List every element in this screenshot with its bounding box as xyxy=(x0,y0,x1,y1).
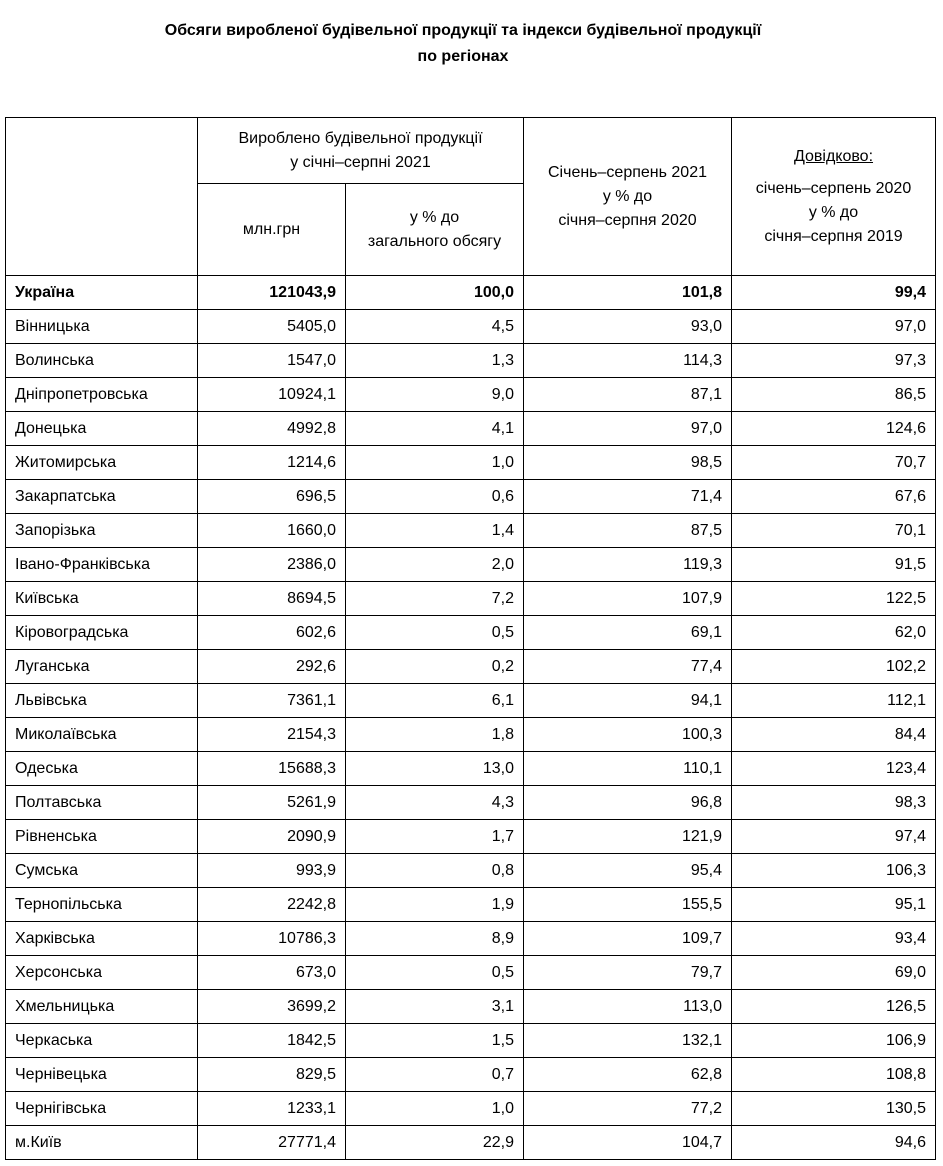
index-2020-cell: 70,1 xyxy=(732,514,936,548)
table-row xyxy=(6,990,936,1024)
index-2020-cell: 67,6 xyxy=(732,480,936,514)
table-row xyxy=(6,446,936,480)
header-index-line-3: січня–серпня 2020 xyxy=(558,211,697,229)
header-index-line-2: у % до xyxy=(602,187,653,205)
share-percent-cell: 0,5 xyxy=(346,956,524,990)
index-2020-cell: 102,2 xyxy=(732,650,936,684)
volume-mln-cell: 602,6 xyxy=(198,616,346,650)
table-row xyxy=(6,1024,936,1058)
share-percent-cell: 6,1 xyxy=(346,684,524,718)
region-cell: Тернопільська xyxy=(6,888,198,922)
table-row xyxy=(6,548,936,582)
header-mln xyxy=(198,184,346,276)
volume-mln-cell: 1660,0 xyxy=(198,514,346,548)
index-2020-cell: 91,5 xyxy=(732,548,936,582)
index-2020-cell: 122,5 xyxy=(732,582,936,616)
index-2021-cell: 132,1 xyxy=(524,1024,732,1058)
table-row xyxy=(6,650,936,684)
index-2021-cell: 79,7 xyxy=(524,956,732,990)
index-2021-cell: 94,1 xyxy=(524,684,732,718)
region-cell: Кіровоградська xyxy=(6,616,198,650)
index-2020-cell: 123,4 xyxy=(732,752,936,786)
index-2020-cell: 62,0 xyxy=(732,616,936,650)
table-row xyxy=(6,956,936,990)
region-cell: Одеська xyxy=(6,752,198,786)
share-percent-cell: 0,5 xyxy=(346,616,524,650)
volume-mln-cell: 696,5 xyxy=(198,480,346,514)
region-cell: Дніпропетровська xyxy=(6,378,198,412)
volume-mln-cell: 3699,2 xyxy=(198,990,346,1024)
volume-mln-cell: 2090,9 xyxy=(198,820,346,854)
index-2021-cell: 71,4 xyxy=(524,480,732,514)
index-2021-cell: 69,1 xyxy=(524,616,732,650)
index-2021-cell: 114,3 xyxy=(524,344,732,378)
table-row xyxy=(6,616,936,650)
region-cell: Чернівецька xyxy=(6,1058,198,1092)
region-cell: Івано-Франківська xyxy=(6,548,198,582)
index-2020-cell: 106,9 xyxy=(732,1024,936,1058)
volume-mln-cell: 673,0 xyxy=(198,956,346,990)
volume-mln-cell: 1214,6 xyxy=(198,446,346,480)
table-row-total xyxy=(6,276,936,310)
index-2020-cell: 99,4 xyxy=(732,276,936,310)
header-reference-line-1: січень–серпень 2020 xyxy=(755,179,912,197)
index-2021-cell: 97,0 xyxy=(524,412,732,446)
header-index-line-1: Січень–серпень 2021 xyxy=(548,163,707,181)
region-cell: Сумська xyxy=(6,854,198,888)
header-produced xyxy=(198,118,524,184)
share-percent-cell: 4,1 xyxy=(346,412,524,446)
index-2021-cell: 104,7 xyxy=(524,1126,732,1160)
index-2020-cell: 98,3 xyxy=(732,786,936,820)
share-percent-cell: 0,8 xyxy=(346,854,524,888)
region-cell: Київська xyxy=(6,582,198,616)
share-percent-cell: 2,0 xyxy=(346,548,524,582)
table-row xyxy=(6,480,936,514)
share-percent-cell: 13,0 xyxy=(346,752,524,786)
region-cell: Вінницька xyxy=(6,310,198,344)
header-reference-label: Довідково: xyxy=(793,147,874,165)
index-2021-cell: 93,0 xyxy=(524,310,732,344)
table-row xyxy=(6,854,936,888)
volume-mln-cell: 27771,4 xyxy=(198,1126,346,1160)
index-2020-cell: 86,5 xyxy=(732,378,936,412)
region-cell: Хмельницька xyxy=(6,990,198,1024)
index-2021-cell: 96,8 xyxy=(524,786,732,820)
region-cell: Житомирська xyxy=(6,446,198,480)
share-percent-cell: 1,7 xyxy=(346,820,524,854)
header-reference-line-3: січня–серпня 2019 xyxy=(764,227,903,245)
table-row xyxy=(6,310,936,344)
table-row xyxy=(6,820,936,854)
region-cell: Донецька xyxy=(6,412,198,446)
header-mln-label: млн.грн xyxy=(242,220,301,238)
index-2021-cell: 77,4 xyxy=(524,650,732,684)
volume-mln-cell: 15688,3 xyxy=(198,752,346,786)
title-line-1: Обсяги виробленої будівельної продукції та індекси будівельної продукції xyxy=(164,22,762,39)
index-2020-cell: 69,0 xyxy=(732,956,936,990)
index-2021-cell: 121,9 xyxy=(524,820,732,854)
index-2021-cell: 98,5 xyxy=(524,446,732,480)
region-cell: Запорізька xyxy=(6,514,198,548)
volume-mln-cell: 1233,1 xyxy=(198,1092,346,1126)
volume-mln-cell: 8694,5 xyxy=(198,582,346,616)
index-2021-cell: 87,1 xyxy=(524,378,732,412)
index-2021-cell: 101,8 xyxy=(524,276,732,310)
table-row xyxy=(6,412,936,446)
index-2020-cell: 84,4 xyxy=(732,718,936,752)
index-2020-cell: 97,3 xyxy=(732,344,936,378)
region-cell: Чернігівська xyxy=(6,1092,198,1126)
share-percent-cell: 1,9 xyxy=(346,888,524,922)
table-row xyxy=(6,1126,936,1160)
index-2020-cell: 108,8 xyxy=(732,1058,936,1092)
volume-mln-cell: 10924,1 xyxy=(198,378,346,412)
volume-mln-cell: 5261,9 xyxy=(198,786,346,820)
title-line-2: по регіонах xyxy=(417,48,509,65)
table-row xyxy=(6,582,936,616)
share-percent-cell: 4,3 xyxy=(346,786,524,820)
table-header xyxy=(6,118,936,276)
table-row xyxy=(6,1092,936,1126)
index-2020-cell: 97,4 xyxy=(732,820,936,854)
table-body xyxy=(6,276,936,1160)
share-percent-cell: 1,3 xyxy=(346,344,524,378)
volume-mln-cell: 292,6 xyxy=(198,650,346,684)
header-share-line-1: у % до xyxy=(409,208,460,226)
region-cell: Полтавська xyxy=(6,786,198,820)
table-row xyxy=(6,752,936,786)
share-percent-cell: 1,4 xyxy=(346,514,524,548)
header-region-cell xyxy=(6,118,198,276)
region-cell: Херсонська xyxy=(6,956,198,990)
header-index-2021 xyxy=(524,118,732,276)
volume-mln-cell: 2242,8 xyxy=(198,888,346,922)
table-row xyxy=(6,922,936,956)
index-2020-cell: 95,1 xyxy=(732,888,936,922)
region-cell: Закарпатська xyxy=(6,480,198,514)
share-percent-cell: 0,7 xyxy=(346,1058,524,1092)
index-2020-cell: 106,3 xyxy=(732,854,936,888)
table-row xyxy=(6,378,936,412)
region-cell: Рівненська xyxy=(6,820,198,854)
index-2021-cell: 77,2 xyxy=(524,1092,732,1126)
region-cell: Волинська xyxy=(6,344,198,378)
volume-mln-cell: 2386,0 xyxy=(198,548,346,582)
header-produced-line-2: у січні–серпні 2021 xyxy=(290,153,431,171)
index-2021-cell: 100,3 xyxy=(524,718,732,752)
table-row xyxy=(6,786,936,820)
index-2021-cell: 119,3 xyxy=(524,548,732,582)
index-2020-cell: 112,1 xyxy=(732,684,936,718)
share-percent-cell: 1,8 xyxy=(346,718,524,752)
share-percent-cell: 1,0 xyxy=(346,1092,524,1126)
header-produced-line-1: Вироблено будівельної продукції xyxy=(238,129,483,147)
region-cell: Луганська xyxy=(6,650,198,684)
region-cell: Львівська xyxy=(6,684,198,718)
share-percent-cell: 100,0 xyxy=(346,276,524,310)
index-2021-cell: 87,5 xyxy=(524,514,732,548)
index-2020-cell: 97,0 xyxy=(732,310,936,344)
volume-mln-cell: 4992,8 xyxy=(198,412,346,446)
region-cell: Україна xyxy=(6,276,198,310)
index-2021-cell: 155,5 xyxy=(524,888,732,922)
table-row xyxy=(6,718,936,752)
index-2020-cell: 70,7 xyxy=(732,446,936,480)
share-percent-cell: 0,6 xyxy=(346,480,524,514)
index-2021-cell: 107,9 xyxy=(524,582,732,616)
volume-mln-cell: 5405,0 xyxy=(198,310,346,344)
index-2021-cell: 62,8 xyxy=(524,1058,732,1092)
region-cell: м.Київ xyxy=(6,1126,198,1160)
share-percent-cell: 9,0 xyxy=(346,378,524,412)
regions-table xyxy=(5,117,936,1160)
volume-mln-cell: 10786,3 xyxy=(198,922,346,956)
index-2021-cell: 95,4 xyxy=(524,854,732,888)
region-cell: Черкаська xyxy=(6,1024,198,1058)
share-percent-cell: 1,0 xyxy=(346,446,524,480)
share-percent-cell: 7,2 xyxy=(346,582,524,616)
share-percent-cell: 3,1 xyxy=(346,990,524,1024)
volume-mln-cell: 1547,0 xyxy=(198,344,346,378)
share-percent-cell: 8,9 xyxy=(346,922,524,956)
table-row xyxy=(6,1058,936,1092)
volume-mln-cell: 1842,5 xyxy=(198,1024,346,1058)
index-2020-cell: 126,5 xyxy=(732,990,936,1024)
share-percent-cell: 1,5 xyxy=(346,1024,524,1058)
index-2021-cell: 109,7 xyxy=(524,922,732,956)
table-row xyxy=(6,888,936,922)
table-row xyxy=(6,344,936,378)
index-2021-cell: 113,0 xyxy=(524,990,732,1024)
index-2020-cell: 124,6 xyxy=(732,412,936,446)
header-reference-line-2: у % до xyxy=(808,203,859,221)
share-percent-cell: 4,5 xyxy=(346,310,524,344)
volume-mln-cell: 7361,1 xyxy=(198,684,346,718)
volume-mln-cell: 993,9 xyxy=(198,854,346,888)
volume-mln-cell: 121043,9 xyxy=(198,276,346,310)
table-row xyxy=(6,514,936,548)
header-share xyxy=(346,184,524,276)
header-reference xyxy=(732,118,936,276)
region-cell: Миколаївська xyxy=(6,718,198,752)
share-percent-cell: 22,9 xyxy=(346,1126,524,1160)
document-title xyxy=(0,18,926,70)
header-share-line-2: загального обсягу xyxy=(367,232,502,250)
share-percent-cell: 0,2 xyxy=(346,650,524,684)
table-row xyxy=(6,684,936,718)
index-2020-cell: 93,4 xyxy=(732,922,936,956)
volume-mln-cell: 829,5 xyxy=(198,1058,346,1092)
region-cell: Харківська xyxy=(6,922,198,956)
index-2020-cell: 130,5 xyxy=(732,1092,936,1126)
index-2021-cell: 110,1 xyxy=(524,752,732,786)
volume-mln-cell: 2154,3 xyxy=(198,718,346,752)
index-2020-cell: 94,6 xyxy=(732,1126,936,1160)
